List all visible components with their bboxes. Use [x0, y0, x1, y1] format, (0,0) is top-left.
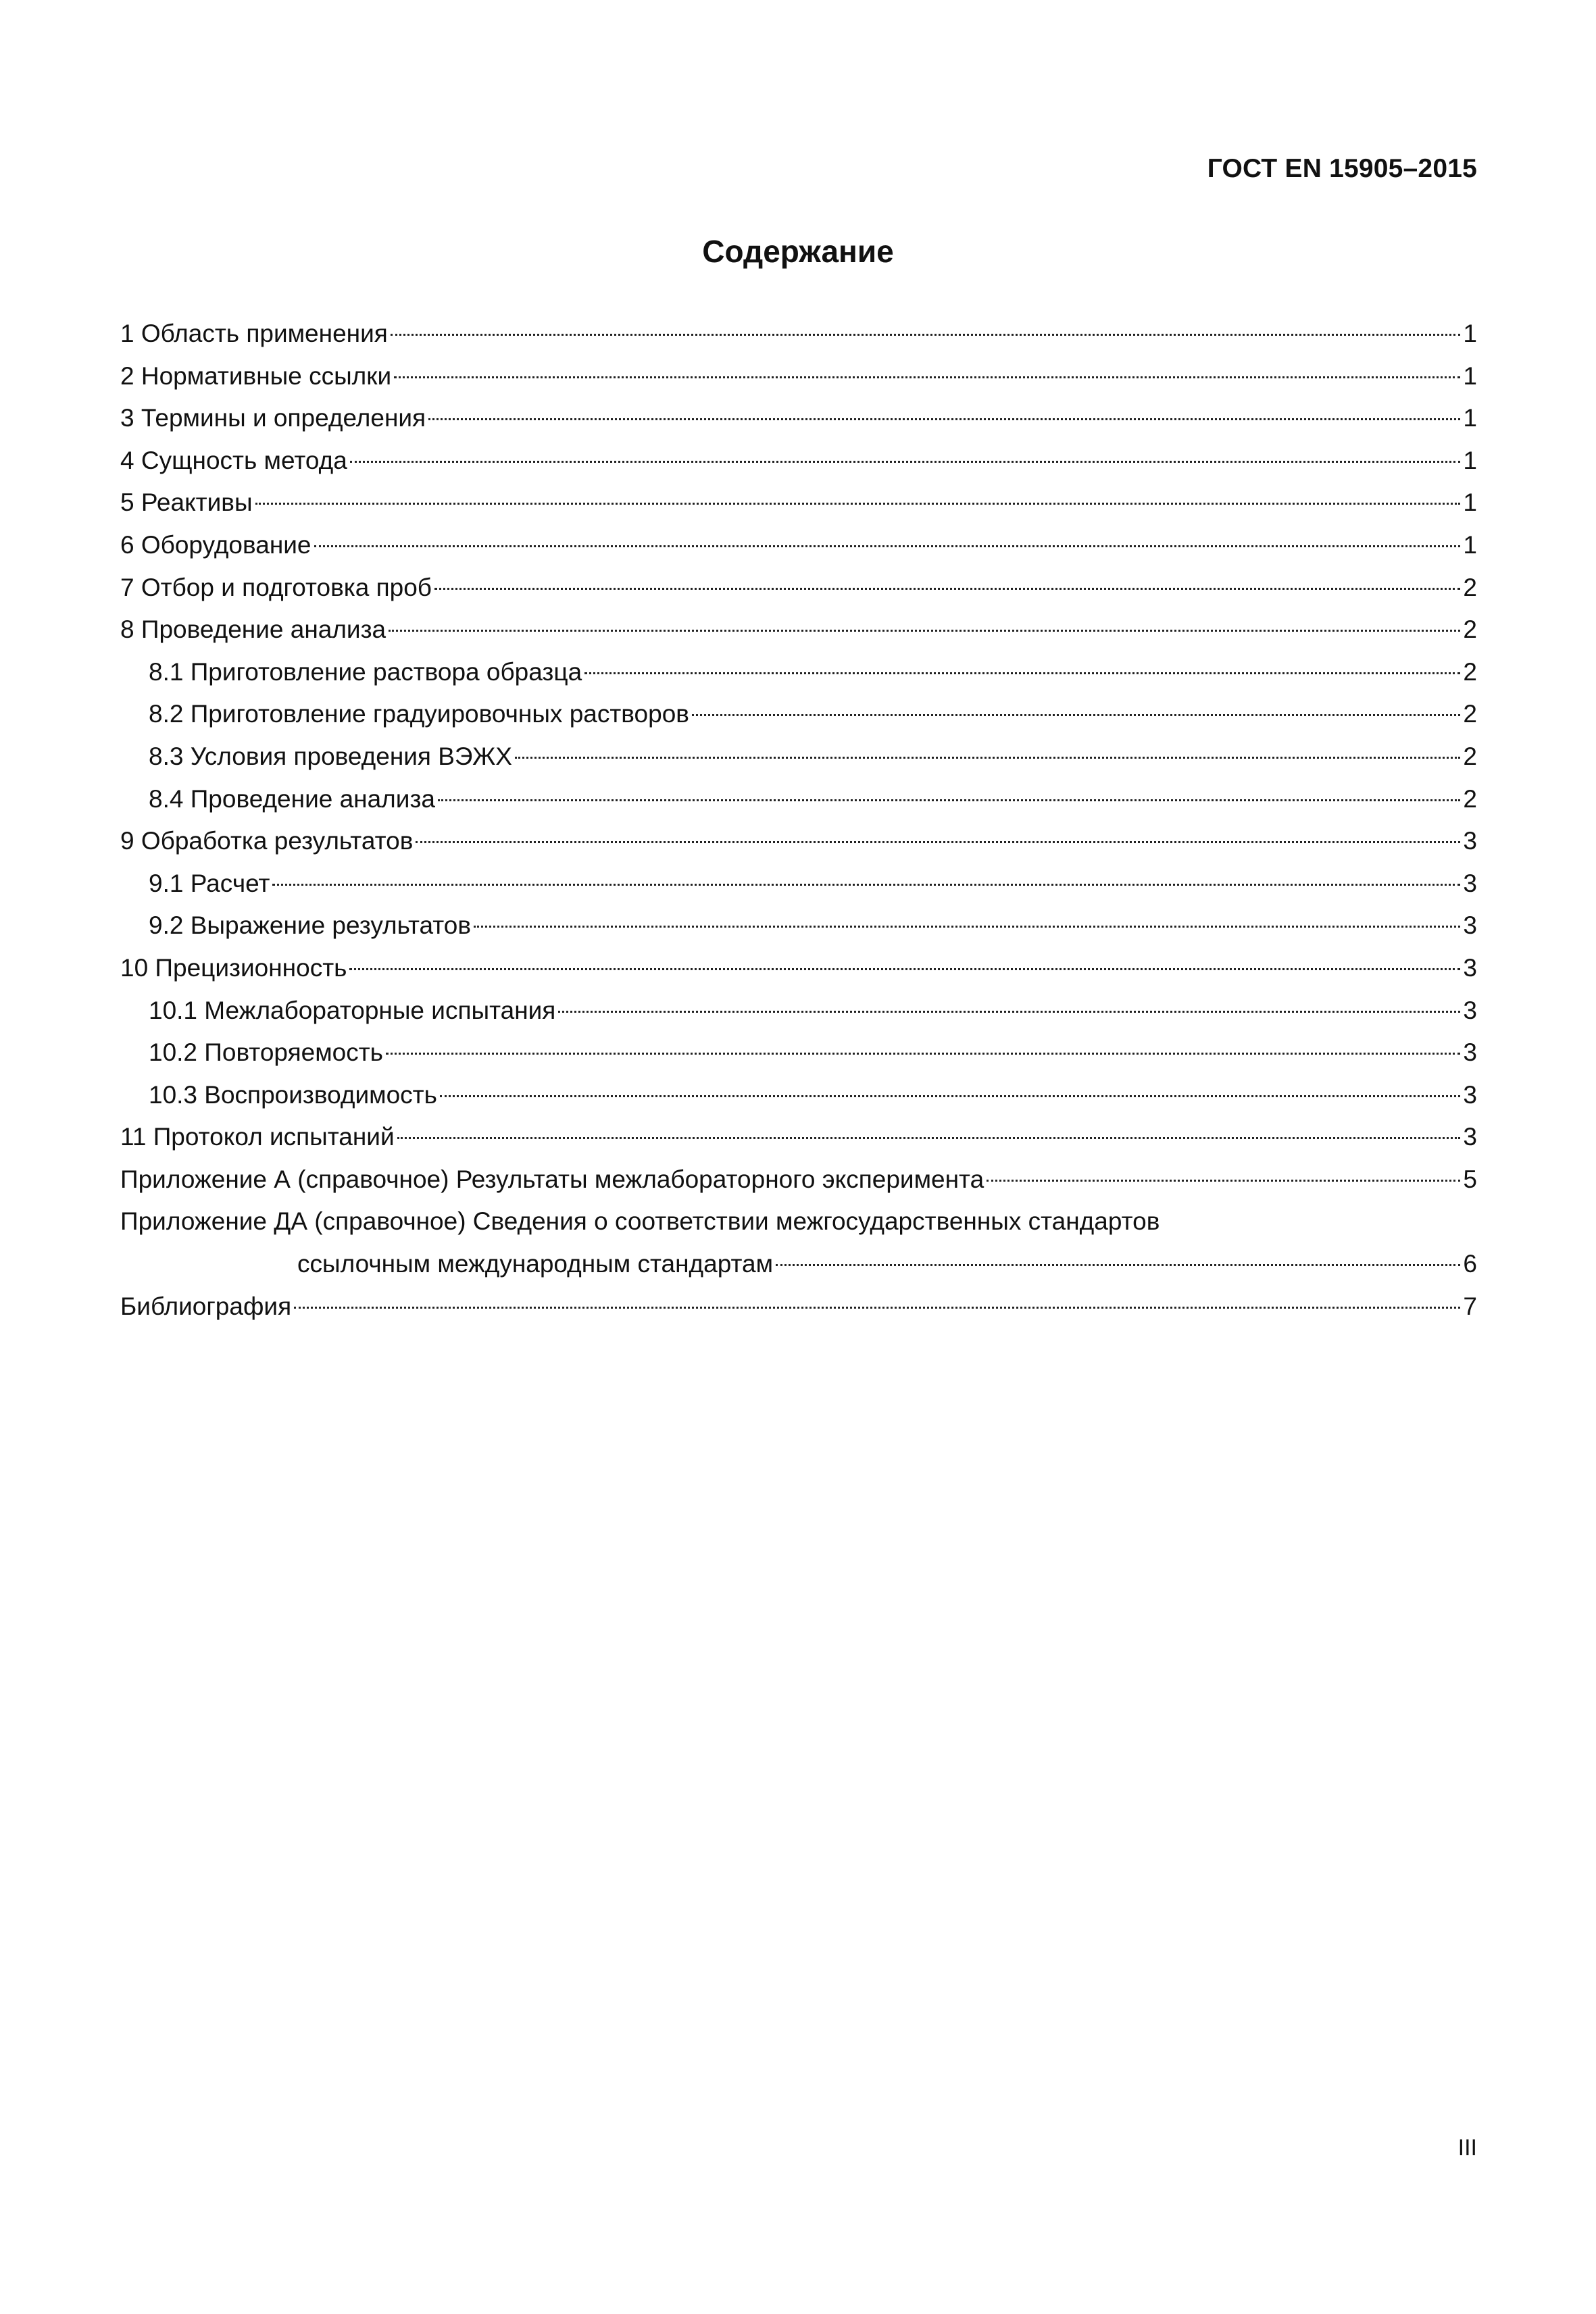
toc-entry-label: 8.3 Условия проведения ВЭЖХ: [149, 742, 512, 770]
toc-leader: [391, 334, 1461, 336]
toc-entry-8-2[interactable]: [120, 693, 1477, 736]
toc-leader: [776, 1264, 1460, 1266]
toc-entry-8-3[interactable]: [120, 736, 1477, 778]
toc-entry-page: 1: [1463, 320, 1477, 347]
toc-entry-label: ссылочным международным стандартам: [297, 1250, 774, 1278]
toc-entry-label: 9 Обработка результатов: [120, 827, 414, 855]
toc-entry-label: 8.1 Приготовление раствора образца: [149, 657, 582, 686]
toc-leader: [987, 1180, 1460, 1182]
toc-entry-9-1[interactable]: [120, 863, 1477, 905]
toc-entry-label: 1 Область применения: [120, 320, 388, 347]
toc-entry-bibliography[interactable]: [120, 1286, 1477, 1328]
toc-entry-page: 3: [1463, 827, 1477, 855]
toc-leader: [558, 1011, 1460, 1013]
toc-entry-page: 2: [1463, 700, 1477, 728]
toc-entry-label: 7 Отбор и подготовка проб: [120, 573, 432, 601]
toc-entry-5[interactable]: [120, 482, 1477, 524]
toc-entry-7[interactable]: [120, 567, 1477, 609]
toc-entry-page: 3: [1463, 953, 1477, 982]
toc-entry-10-3[interactable]: [120, 1074, 1477, 1117]
toc-entry-label: 6 Оборудование: [120, 530, 311, 559]
toc-leader: [386, 1053, 1460, 1055]
toc-entry-3[interactable]: [120, 397, 1477, 440]
toc-entry-page: 1: [1463, 530, 1477, 559]
toc-entry-label: 9.2 Выражение результатов: [149, 911, 472, 940]
toc-leader: [474, 926, 1460, 928]
toc-entry-8[interactable]: [120, 609, 1477, 651]
toc-leader: [692, 714, 1460, 716]
toc-entry-label: 10.3 Воспроизводимость: [149, 1080, 437, 1109]
toc-entry-label: 8.4 Проведение анализа: [149, 784, 435, 813]
toc-entry-page: 5: [1463, 1165, 1477, 1193]
toc-leader: [314, 545, 1461, 547]
toc-entry-page: 6: [1463, 1250, 1477, 1278]
toc-entry-page: 1: [1463, 488, 1477, 517]
toc-leader: [416, 841, 1460, 843]
toc-entry-8-1[interactable]: [120, 651, 1477, 694]
toc-leader: [350, 461, 1461, 463]
toc-leader: [584, 672, 1460, 674]
toc-entry-page: 3: [1463, 911, 1477, 940]
toc-entry-label: 8.2 Приготовление градуировочных растворов: [149, 700, 689, 728]
toc-entry-label: 11 Протокол испытаний: [120, 1123, 395, 1151]
toc-entry-page: 2: [1463, 657, 1477, 686]
toc-entry-page: 3: [1463, 869, 1477, 897]
toc-entry-9-2[interactable]: [120, 905, 1477, 947]
toc-entry-label: Приложение ДА (справочное) Сведения о соответствии межгосударственных стандартов: [120, 1207, 1160, 1236]
toc-entry-10[interactable]: [120, 947, 1477, 990]
toc-entry-label: 9.1 Расчет: [149, 869, 270, 897]
toc-entry-label: 8 Проведение анализа: [120, 615, 386, 644]
toc-entry-10-1[interactable]: [120, 990, 1477, 1032]
toc-leader: [272, 884, 1460, 886]
toc-entry-8-4[interactable]: [120, 778, 1477, 821]
toc-entry-label: 2 Нормативные ссылки: [120, 361, 392, 390]
document-header: ГОСТ EN 15905–2015: [1207, 154, 1477, 183]
toc-entry-label: 10 Прецизионность: [120, 953, 347, 982]
toc-entry-page: 7: [1463, 1292, 1477, 1320]
toc-leader: [389, 630, 1460, 632]
toc-leader: [515, 757, 1461, 759]
toc-entry-9[interactable]: [120, 820, 1477, 863]
toc-leader: [394, 376, 1460, 378]
toc-entry-4[interactable]: [120, 440, 1477, 482]
toc-entry-page: 1: [1463, 446, 1477, 474]
toc-leader: [428, 418, 1460, 420]
toc-entry-page: 2: [1463, 742, 1477, 770]
toc-entry-10-2[interactable]: [120, 1032, 1477, 1074]
toc-entry-11[interactable]: [120, 1116, 1477, 1159]
toc-entry-label: 3 Термины и определения: [120, 404, 426, 432]
toc-leader: [294, 1307, 1460, 1309]
toc-entry-page: 1: [1463, 361, 1477, 390]
toc-entry-page: 3: [1463, 1123, 1477, 1151]
toc-entry-label: 4 Сущность метода: [120, 446, 347, 474]
toc-leader: [434, 588, 1460, 590]
toc-entry-appendix-da-continuation[interactable]: [120, 1243, 1477, 1286]
page-title: Содержание: [702, 234, 894, 269]
toc-entry-label: 5 Реактивы: [120, 488, 253, 517]
toc-entry-appendix-da[interactable]: [120, 1201, 1477, 1243]
table-of-contents: [120, 313, 1477, 1328]
toc-entry-page: 2: [1463, 615, 1477, 644]
toc-entry-label: 10.1 Межлабораторные испытания: [149, 996, 556, 1024]
toc-entry-page: 3: [1463, 1038, 1477, 1067]
toc-entry-label: 10.2 Повторяемость: [149, 1038, 383, 1067]
toc-entry-label: Библиография: [120, 1292, 292, 1320]
toc-entry-page: 1: [1463, 404, 1477, 432]
toc-leader: [440, 1095, 1461, 1097]
toc-entry-page: 3: [1463, 1080, 1477, 1109]
toc-entry-2[interactable]: [120, 355, 1477, 398]
toc-leader: [255, 503, 1461, 505]
toc-entry-label: Приложение А (справочное) Результаты межлабораторного эксперимента: [120, 1165, 984, 1193]
toc-entry-page: 2: [1463, 573, 1477, 601]
toc-leader: [397, 1137, 1461, 1139]
page-number: III: [1457, 2135, 1477, 2161]
toc-entry-1[interactable]: [120, 313, 1477, 355]
toc-entry-page: 2: [1463, 784, 1477, 813]
toc-leader: [349, 968, 1460, 970]
toc-entry-6[interactable]: [120, 524, 1477, 567]
toc-entry-page: 3: [1463, 996, 1477, 1024]
toc-leader: [438, 799, 1460, 801]
toc-entry-appendix-a[interactable]: [120, 1159, 1477, 1201]
